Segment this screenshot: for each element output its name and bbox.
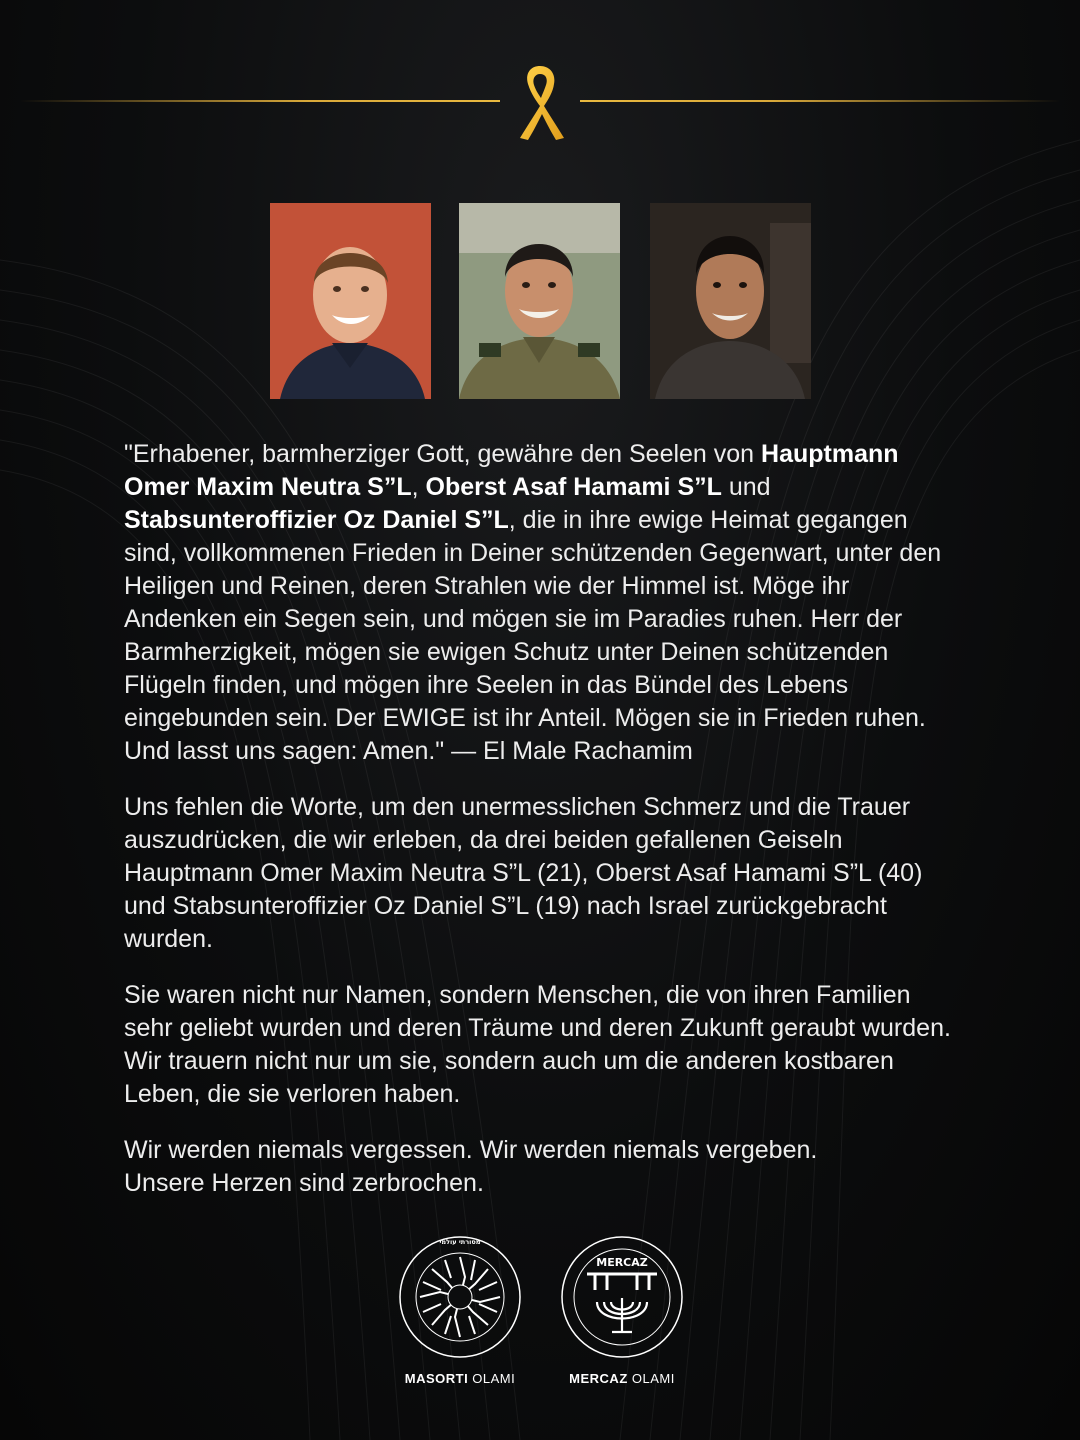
name-omer-neutra: Hauptmann Omer Maxim Neutra S”L [124,440,899,501]
header-divider [0,62,1080,142]
mercaz-olami-logo [552,1232,692,1386]
portrait-asaf-hamami [459,203,620,399]
mercaz-badge-text: MERCAZ [596,1256,648,1269]
mercaz-emblem-icon [557,1232,687,1362]
masorti-ring-hebrew: מסורתי עולמי [439,1238,481,1246]
portrait-oz-daniel [650,203,811,399]
prayer-separator: , [411,473,426,501]
mercaz-olami-label [552,1371,692,1386]
prayer-text-a: "Erhabener, barmherziger Gott, gewähre den Seelen von [124,440,762,468]
prayer-text-b: , die in ihre ewige Heimat gegangen sind, vollkommenen Frieden in Deiner schützenden Gegenwart, unter den Heiligen und Reinen, deren Strahlen wie der Himmel ist. Möge ihr Andenken ein Segen sein, und mögen sie im Paradies ruhen. Herr der Barmherzigkeit, mögen sie ewigen Schutz unter Deinen schützenden Flügeln finden, und mögen ihre Seelen in das Bündel des Lebens eingebunden sein. Der EWIGE ist ihr Anteil. Mögen sie in Frieden ruhen. Und lasst uns sagen: Amen." — El Male Rachamim [124,506,942,765]
portrait-omer-neutra [270,203,431,399]
masorti-olami-label [390,1371,530,1386]
name-oz-daniel: Stabsunteroffizier Oz Daniel S”L [124,506,509,534]
gold-rule-left [20,100,500,102]
remembrance-paragraph: Sie waren nicht nur Namen, sondern Menschen, die von ihren Familien sehr geliebt wurden und deren Träume und deren Zukunft geraubt wurden. Wir trauern nicht nur um sie, sondern auch um die anderen kostbaren Leben, die sie verloren haben. [124,981,951,1108]
name-asaf-hamami: Oberst Asaf Hamami S”L [425,473,722,501]
gold-rule-right [580,100,1060,102]
mercaz-label-light: OLAMI [627,1371,675,1386]
masorti-label-bold: MASORTI [404,1371,469,1386]
yellow-ribbon-icon [510,62,570,142]
mercaz-label-bold: MERCAZ [569,1371,628,1386]
masorti-olami-logo [390,1232,530,1386]
portraits-row [270,203,811,399]
prayer-conjunction: und [721,473,771,501]
memorial-text [124,438,954,1223]
grief-paragraph: Uns fehlen die Worte, um den unermesslichen Schmerz und die Trauer auszudrücken, die wir erleben, da drei beiden gefallenen Geiseln Hauptmann Omer Maxim Neutra S”L (21), Oberst Asaf Hamami S”L (40) und Stabsunteroffizier Oz Daniel S”L (19) nach Israel zurückgebracht wurden. [124,793,923,953]
closing-line-2: Unsere Herzen sind zerbrochen. [124,1169,484,1197]
masorti-label-light: OLAMI [468,1371,516,1386]
closing-line-1: Wir werden niemals vergessen. Wir werden niemals vergeben. [124,1136,818,1164]
closing-paragraph [124,1134,954,1200]
prayer-paragraph [124,438,954,768]
organization-logos [390,1232,690,1386]
masorti-emblem-icon [395,1232,525,1362]
